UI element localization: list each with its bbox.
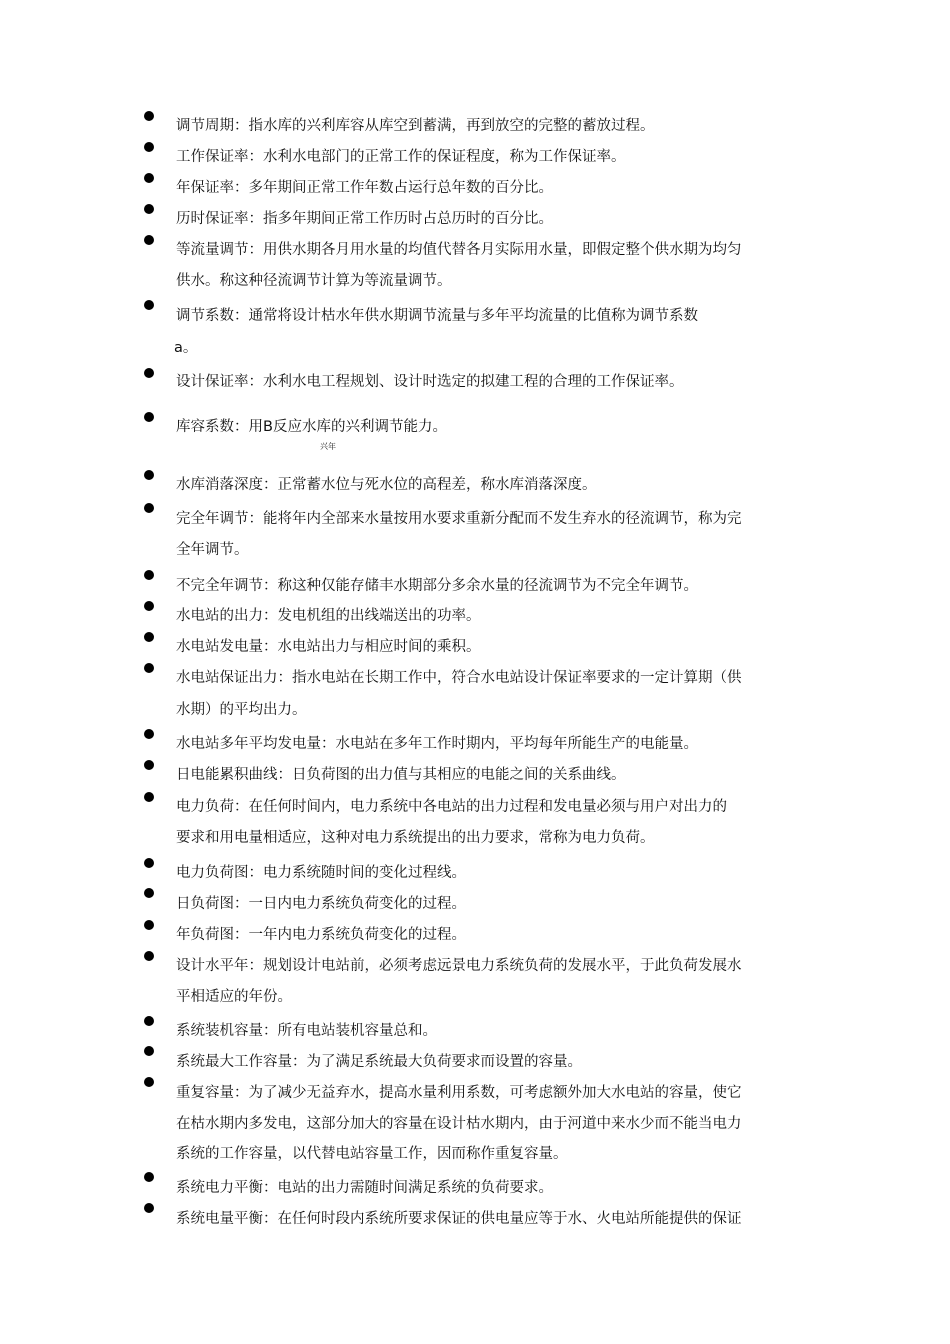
definition-text-line: 水库消落深度：正常蓄水位与死水位的高程差，称水库消落深度。 bbox=[176, 477, 597, 493]
bullet-icon bbox=[144, 951, 154, 961]
bullet-icon bbox=[144, 632, 154, 642]
bullet-icon bbox=[144, 412, 154, 422]
definition-text-line: 供水。称这种径流调节计算为等流量调节。 bbox=[176, 273, 452, 289]
definition-text-line: 要求和用电量相适应，这种对电力系统提出的出力要求，常称为电力负荷。 bbox=[176, 830, 655, 846]
bullet-icon bbox=[144, 570, 154, 580]
bullet-icon bbox=[144, 1016, 154, 1026]
definition-text-line: 年负荷图：一年内电力系统负荷变化的过程。 bbox=[176, 927, 466, 943]
bullet-icon bbox=[144, 920, 154, 930]
definition-text-line: 系统最大工作容量：为了满足系统最大负荷要求而设置的容量。 bbox=[176, 1054, 582, 1070]
bullet-icon bbox=[144, 888, 154, 898]
definition-text-line: 在枯水期内多发电，这部分加大的容量在设计枯水期内，由于河道中来水少而不能当电力 bbox=[176, 1116, 742, 1132]
definition-text-line: 水电站的出力：发电机组的出线端送出的功率。 bbox=[176, 608, 481, 624]
definition-text-line: 日负荷图：一日内电力系统负荷变化的过程。 bbox=[176, 896, 466, 912]
definition-text-line: 系统电力平衡：电站的出力需随时间满足系统的负荷要求。 bbox=[176, 1180, 553, 1196]
definition-text-line: 日电能累积曲线：日负荷图的出力值与其相应的电能之间的关系曲线。 bbox=[176, 767, 626, 783]
bullet-icon bbox=[144, 111, 154, 121]
definition-text-line: 等流量调节：用供水期各月用水量的均值代替各月实际用水量，即假定整个供水期为均匀 bbox=[176, 242, 742, 258]
bullet-icon bbox=[144, 729, 154, 739]
definition-text-line: 水电站发电量：水电站出力与相应时间的乘积。 bbox=[176, 639, 481, 655]
definition-text-line: 平相适应的年份。 bbox=[176, 989, 292, 1005]
bullet-icon bbox=[144, 142, 154, 152]
bullet-icon bbox=[144, 1172, 154, 1182]
bullet-icon bbox=[144, 760, 154, 770]
definition-text-line: a。 bbox=[174, 340, 198, 356]
bullet-icon bbox=[144, 368, 154, 378]
definition-text-line: 年保证率：多年期间正常工作年数占运行总年数的百分比。 bbox=[176, 180, 553, 196]
bullet-icon bbox=[144, 858, 154, 868]
bullet-icon bbox=[144, 1046, 154, 1056]
definition-text-line: 不完全年调节：称这种仅能存储丰水期部分多余水量的径流调节为不完全年调节。 bbox=[176, 578, 698, 594]
definition-text-line: 全年调节。 bbox=[176, 542, 249, 558]
definition-text-line: 重复容量：为了减少无益弃水，提高水量利用系数，可考虑额外加大水电站的容量，使它 bbox=[176, 1085, 742, 1101]
bullet-icon bbox=[144, 470, 154, 480]
definition-text-line: 调节周期：指水库的兴利库容从库空到蓄满，再到放空的完整的蓄放过程。 bbox=[176, 118, 655, 134]
definition-text-line: 工作保证率：水利水电部门的正常工作的保证程度，称为工作保证率。 bbox=[176, 149, 626, 165]
definition-text-line: 水电站多年平均发电量：水电站在多年工作时期内，平均每年所能生产的电能量。 bbox=[176, 736, 698, 752]
definition-text-line: 设计保证率：水利水电工程规划、设计时选定的拟建工程的合理的工作保证率。 bbox=[176, 374, 684, 390]
definition-text-line: 库容系数：用Β反应水库的兴利调节能力。 bbox=[176, 419, 447, 435]
bullet-icon bbox=[144, 1203, 154, 1213]
bullet-icon bbox=[144, 601, 154, 611]
bullet-icon bbox=[144, 503, 154, 513]
definition-text-line: 设计水平年：规划设计电站前，必须考虑远景电力系统负荷的发展水平，于此负荷发展水 bbox=[176, 958, 742, 974]
definition-text-line: 历时保证率：指多年期间正常工作历时占总历时的百分比。 bbox=[176, 211, 553, 227]
definition-text-line: 完全年调节：能将年内全部来水量按用水要求重新分配而不发生弃水的径流调节，称为完 bbox=[176, 511, 742, 527]
bullet-icon bbox=[144, 300, 154, 310]
bullet-icon bbox=[144, 663, 154, 673]
definition-text-line: 系统电量平衡：在任何时段内系统所要求保证的供电量应等于水、火电站所能提供的保证 bbox=[176, 1211, 742, 1227]
definition-text-line: 水期）的平均出力。 bbox=[176, 702, 307, 718]
definition-text-line: 电力负荷图：电力系统随时间的变化过程线。 bbox=[176, 865, 466, 881]
bullet-icon bbox=[144, 173, 154, 183]
bullet-icon bbox=[144, 204, 154, 214]
bullet-icon bbox=[144, 235, 154, 245]
definition-text-line: 水电站保证出力：指水电站在长期工作中，符合水电站设计保证率要求的一定计算期（供 bbox=[176, 670, 742, 686]
definition-text-line: 系统装机容量：所有电站装机容量总和。 bbox=[176, 1023, 437, 1039]
bullet-icon bbox=[144, 792, 154, 802]
definition-text-line: 调节系数：通常将设计枯水年供水期调节流量与多年平均流量的比值称为调节系数 bbox=[176, 308, 698, 324]
subscript-text: 兴年 bbox=[320, 442, 336, 451]
definition-text-line: 电力负荷：在任何时间内，电力系统中各电站的出力过程和发电量必须与用户对出力的 bbox=[176, 799, 727, 815]
bullet-icon bbox=[144, 1077, 154, 1087]
definition-text-line: 系统的工作容量，以代替电站容量工作，因而称作重复容量。 bbox=[176, 1146, 568, 1162]
